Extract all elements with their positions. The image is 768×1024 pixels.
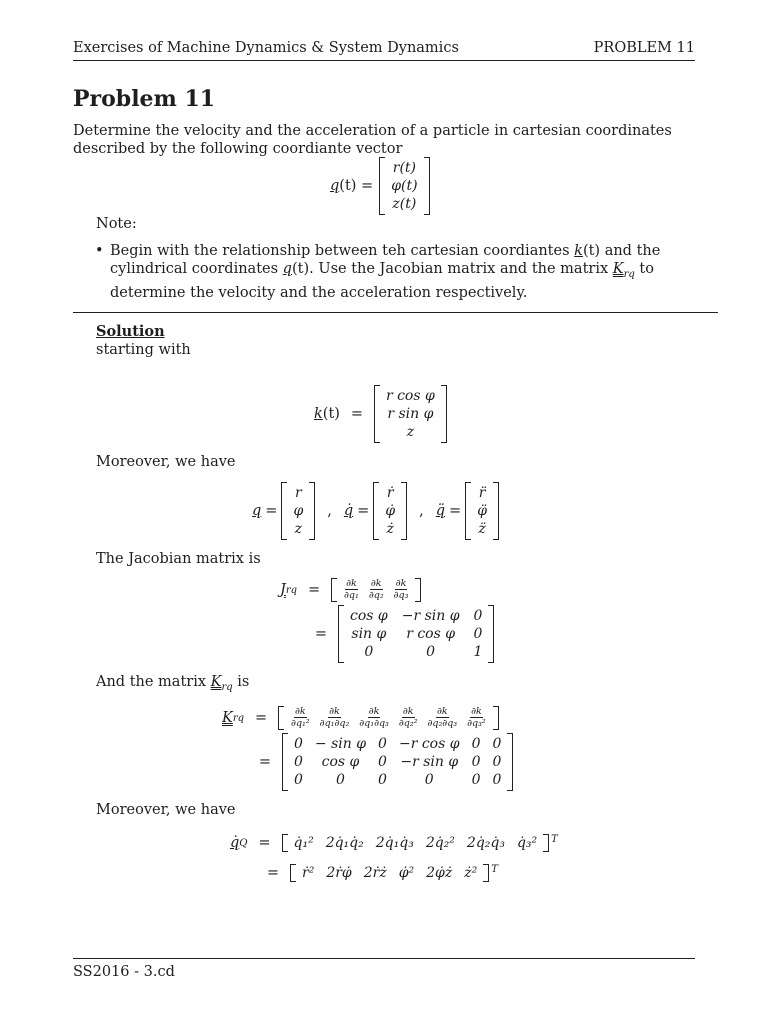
jacobian-matrix-equation [304,605,494,663]
vector-entry: 2ṙφ̇ [326,865,352,881]
transpose-mark: T [551,834,558,845]
partial-fraction: $\frac{\partial k}{\text{∂q₂∂q₃}}$ [427,706,458,729]
vector-entry: 2q̇₁q̇₂ [325,835,364,851]
kmatrix-text-before: And the matrix [96,674,211,690]
starting-text: starting with [96,342,191,358]
matrix-cell: 1 [473,644,483,660]
note-text: . Use the Jacobian matrix and the matrix [309,261,613,277]
qQ-expanded [256,864,498,882]
K-symbol: K [222,710,233,726]
matrix-cell: sin φ [351,626,387,642]
equals-sign: = [258,754,272,770]
matrix-cell: 0 [492,754,502,770]
q-symbol: q [282,261,292,277]
equals-sign: = [314,626,328,642]
matrix-cell: r cos φ [406,626,456,642]
q-symbol: q [330,178,340,194]
matrix-cell: −r sin φ [401,608,460,624]
header-rule [73,60,695,61]
equals-sign: = [449,503,462,519]
vector-entry: φ̇ [385,503,396,519]
vector-entry: ṙ² [302,865,315,881]
vector-entry: 2φ̇ż [426,865,453,881]
equals-sign: = [258,835,271,851]
matrix-cell: 0 [471,772,481,788]
moreover-text-2: Moreover, we have [96,802,236,818]
q-symbol: q [252,503,262,519]
partial-fraction: $\frac{\partial k}{\text{∂q₁∂q₂}}$ [319,706,350,729]
qddot-vector [465,482,499,540]
k-symbol: k [314,406,323,422]
jacobian-partials [331,578,421,602]
k-vector [374,385,447,443]
vector-entry: 2ṙż [363,865,387,881]
vector-entry: ż [386,521,394,537]
matrix-cell: 0 [378,754,387,770]
equals-sign: = [357,503,370,519]
jacobian-matrix [338,605,494,663]
transpose-mark: T [491,864,498,875]
vector-entry: z [294,521,303,537]
K-subscript: rq [623,268,635,280]
jacobian-definition [280,578,421,602]
note-text: and the cylindrical coordinates [110,243,661,277]
qdot-vector [373,482,407,540]
solution-rule [73,312,718,313]
matrix-cell: 0 [426,644,436,660]
vector-entry: q̇₁² [293,835,314,851]
vector-entry: z(t) [392,196,417,212]
K-subscript: rq [232,712,245,724]
intro-text: Determine the velocity and the acceleration of a particle in cartesian coordinates described by the following coordiante vector [73,123,672,157]
equals-sign: = [266,865,280,881]
bullet-icon: • [95,243,104,259]
vector-entry: q̇₃² [516,835,538,851]
K-symbol: K [612,261,624,277]
vector-entry: r cos φ [385,388,435,404]
vector-entry: 2q̇₂q̇₃ [466,835,505,851]
vector-entry: φ̇² [398,865,415,881]
k-arg: (t) [582,243,601,259]
separator: , [419,503,424,519]
vector-entry: φ̈ [477,503,488,519]
qQ-row-vector [282,834,550,852]
separator: , [327,503,332,519]
partial-fraction: $\frac{\partial k}{\text{∂q₂²}}$ [398,706,418,729]
matrix-cell: 0 [378,736,387,752]
vector-entry: r(t) [392,160,416,176]
matrix-cell: 0 [294,754,303,770]
jacobian-text: The Jacobian matrix is [96,551,261,567]
qddot-symbol: q̈ [435,503,446,519]
kmatrix-text [96,673,249,697]
qQ-symbol: q̇ [230,835,240,851]
k-equation [314,385,447,443]
partial-fraction: $\frac{\partial k}{\text{∂q₂}}$ [368,578,384,601]
matrix-cell: 0 [473,608,483,624]
q-arg: (t) [291,261,310,277]
qQ-row-vector-expanded [290,864,489,882]
matrix-cell: 0 [492,772,502,788]
equals-sign: = [350,406,364,422]
J-subscript: rq [285,584,298,596]
vector-entry: z [406,424,415,440]
vector-entry: r̈ [478,485,486,501]
footer-rule [73,958,695,959]
moreover-text-1: Moreover, we have [96,454,236,470]
partial-fraction: $\frac{\partial k}{\text{∂q₁∂q₃}}$ [359,706,389,729]
matrix-cell: 0 [294,772,303,788]
note-text: to determine the velocity and the acceleration respectively. [110,261,654,301]
vector-entry: z̈ [478,521,486,537]
q-arg: (t) = [339,178,374,194]
qQ-definition [230,834,558,852]
partial-fraction: $\frac{\partial k}{\text{∂q₃²}}$ [467,706,486,729]
matrix-cell: − sin φ [314,736,367,752]
running-header-course: Exercises of Machine Dynamics & System Dynamics [73,40,459,56]
vector-entry: ṙ [386,485,394,501]
matrix-cell: 0 [471,754,481,770]
k-arg: (t) [322,406,340,422]
qQ-subscript: Q [239,837,248,849]
matrix-cell: −r cos φ [398,736,460,752]
matrix-cell: 0 [473,626,483,642]
note-bullet [96,242,696,302]
matrix-cell: −r sin φ [400,754,459,770]
vector-entry: r [295,485,302,501]
q-definition-equation [330,157,430,215]
K-subscript: rq [221,681,233,693]
running-header-problem: PROBLEM 11 [593,40,695,56]
equals-sign: = [254,710,268,726]
matrix-cell: 0 [364,644,374,660]
vector-entry: r sin φ [387,406,434,422]
partial-fraction: $\frac{\partial k}{\text{∂q₃}}$ [393,578,409,601]
page-footer: SS2016 - 3.cd [73,964,175,980]
k-symbol: k [574,243,583,259]
vector-entry: 2q̇₁q̇₃ [375,835,414,851]
note-text: Begin with the relationship between teh cartesian coordiantes [110,243,575,259]
state-vectors-equation [252,482,499,540]
vector-entry: ż² [464,865,478,881]
kmatrix-partials [278,706,499,730]
equals-sign: = [307,582,321,598]
matrix-cell: 0 [492,736,502,752]
kmatrix-definition [222,706,499,730]
q-vector [281,482,315,540]
matrix-cell: 0 [336,772,345,788]
qdot-symbol: q̇ [343,503,354,519]
kmatrix-matrix-equation [248,733,513,791]
K-symbol: K [210,674,222,690]
note-label: Note: [96,216,137,232]
kmatrix-matrix [282,733,513,791]
partial-fraction: $\frac{\partial k}{\text{∂q₁}}$ [344,578,359,601]
partial-fraction: $\frac{\partial k}{\text{∂q₁²}}$ [291,706,310,729]
equals-sign: = [265,503,278,519]
solution-heading: Solution [96,323,165,340]
q-definition-vector [379,157,429,215]
matrix-cell: cos φ [350,608,388,624]
J-symbol: J [280,582,286,598]
matrix-cell: cos φ [321,754,360,770]
page-title: Problem 11 [73,86,216,112]
vector-entry: φ(t) [391,178,418,194]
matrix-cell: 0 [471,736,481,752]
kmatrix-text-after: is [232,674,250,690]
matrix-cell: 0 [424,772,434,788]
matrix-cell: 0 [378,772,387,788]
vector-entry: 2q̇₂² [425,835,455,851]
matrix-cell: 0 [294,736,303,752]
vector-entry: φ [293,503,304,519]
